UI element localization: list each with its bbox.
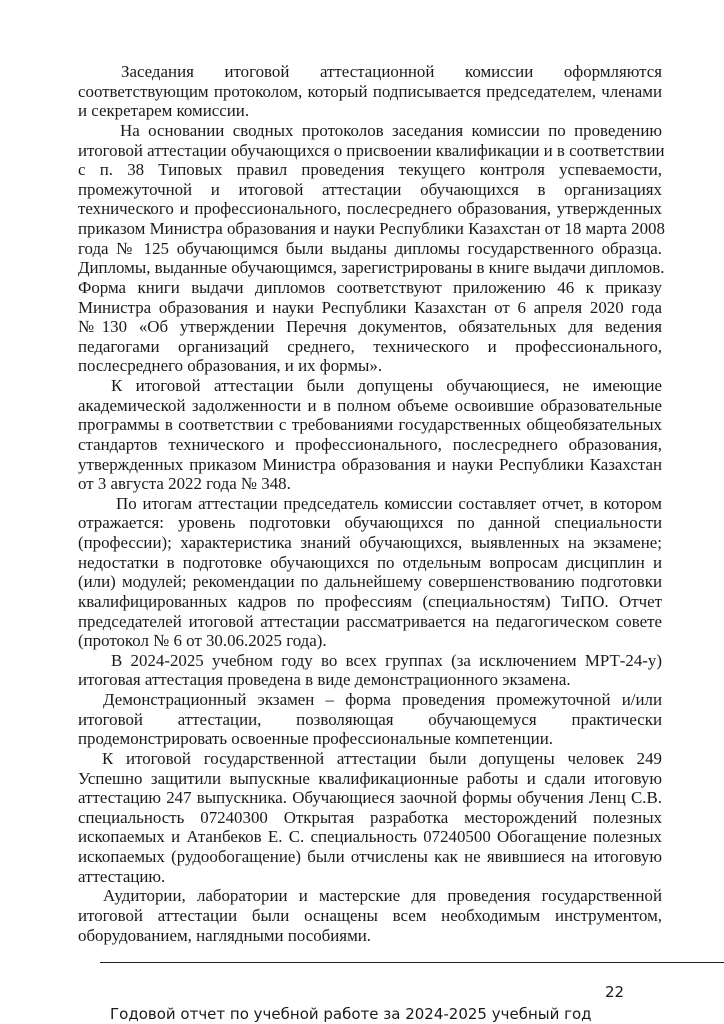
text-line: Успешно защитили выпускные квалификационные работы и сдали итоговую xyxy=(78,768,662,788)
text-line: итоговая аттестация проведена в виде демонстрационного экзамена. xyxy=(78,670,571,690)
text-line: №130 «Об утверждении Перечня документов, обязательных для ведения xyxy=(78,317,662,337)
paragraph xyxy=(78,651,662,690)
text-line: Дипломы, выданные обучающимся, зарегистрированы в книге выдачи дипломов. xyxy=(78,258,665,278)
text-line: соответствующим протоколом, который подписывается председателем, членами xyxy=(78,81,662,101)
paragraph xyxy=(78,690,662,749)
text-line: (или) модулей; рекомендации по дальнейшему совершенствованию подготовки xyxy=(78,572,662,592)
text-line: и секретарем комиссии. xyxy=(78,101,250,121)
paragraph xyxy=(78,494,662,651)
text-line: В 2024-2025 учебном году во всех группах (за исключением МРТ-24-у) xyxy=(111,650,662,670)
text-line: Заседания итоговой аттестационной комиссии оформляются xyxy=(121,62,662,81)
text-line: педагогами организаций среднего, технического и профессионального, xyxy=(78,336,662,356)
text-line: послесреднего образования, и их формы». xyxy=(78,356,383,376)
paragraph xyxy=(78,886,662,945)
text-line: специальность 07240300 Открытая разработка месторождений полезных xyxy=(78,807,662,827)
text-line: (протокол № 6 от 30.06.2025 года). xyxy=(78,631,327,651)
text-line: технического и профессионального, послесреднего образования, утвержденных xyxy=(78,199,662,219)
text-line: К итоговой аттестации были допущены обучающиеся, не имеющие xyxy=(111,376,662,395)
text-line: ископаемых и Атанбеков Е. С. специальность 07240500 Обогащение полезных xyxy=(78,827,662,847)
paragraph xyxy=(78,749,662,886)
footer-divider xyxy=(100,962,724,963)
document-body xyxy=(78,62,665,945)
text-line: Министра образования и науки Республики Казахстан от 6 апреля 2020 года xyxy=(78,297,662,317)
text-line: (профессии); характеристика знаний обучающихся, выявленных на экзамене; xyxy=(78,533,662,552)
text-line: Демонстрационный экзамен – форма проведения промежуточной и/или xyxy=(103,690,662,709)
page-number: 22 xyxy=(605,983,625,1001)
text-line: года № 125 обучающимся были выданы дипломы государственного образца. xyxy=(78,238,662,258)
text-line: стандартов технического и профессионального, послесреднего образования, xyxy=(78,434,662,454)
text-line: К итоговой государственной аттестации были допущены человек 249 xyxy=(102,748,662,768)
text-line: академической задолженности и в полном объеме освоившие образовательные xyxy=(78,395,662,415)
text-line: приказом Министра образования и науки Республики Казахстан от 18 марта 2008 xyxy=(78,219,665,238)
text-line: отражается: уровень подготовки обучающихся по данной специальности xyxy=(78,513,662,533)
text-line: На основании сводных протоколов заседания комиссии по проведению xyxy=(120,120,662,140)
text-line: продемонстрировать освоенные профессиональные компетенции. xyxy=(78,729,553,749)
text-line: аттестацию. xyxy=(78,866,166,886)
text-line: оборудованием, наглядными пособиями. xyxy=(78,925,372,945)
text-line: программы в соответствии с требованиями государственных общеобязательных xyxy=(78,415,662,435)
paragraph xyxy=(78,120,665,376)
text-line: аттестацию 247 выпускника. Обучающиеся заочной формы обучения Ленц С.В. xyxy=(78,788,662,808)
text-line: от 3 августа 2022 года № 348. xyxy=(78,474,291,494)
text-line: По итогам аттестации председатель комиссии составляет отчет, в котором xyxy=(116,493,662,513)
text-line: недостатки в подготовке обучающихся по отдельным вопросам дисциплин и xyxy=(78,552,662,572)
text-line: председателей итоговой аттестации рассматривается на педагогическом совете xyxy=(78,611,662,631)
text-line: итоговой аттестации, позволяющая обучающемуся практически xyxy=(78,709,662,729)
text-line: итоговой аттестации были оснащены всем необходимым инструментом, xyxy=(78,905,662,925)
text-line: промежуточной и итоговой аттестации обучающихся в организациях xyxy=(78,179,662,199)
text-line: Форма книги выдачи дипломов соответствуют приложению 46 к приказу xyxy=(78,277,662,297)
paragraph xyxy=(78,376,662,494)
footer-title: Годовой отчет по учебной работе за 2024-2025 учебный год xyxy=(110,1005,592,1023)
text-line: Аудитории, лаборатории и мастерские для проведения государственной xyxy=(103,886,662,906)
text-line: утвержденных приказом Министра образования и науки Республики Казахстан xyxy=(78,454,662,474)
paragraph xyxy=(78,62,662,121)
text-line: ископаемых (рудообогащение) были отчислены как не явившиеся на итоговую xyxy=(78,847,662,866)
text-line: квалифицированных кадров по профессиям (специальностям) ТиПО. Отчет xyxy=(78,591,662,611)
text-line: итоговой аттестации обучающихся о присвоении квалификации и в соответствии xyxy=(78,140,665,160)
text-line: с п. 38 Типовых правил проведения текущего контроля успеваемости, xyxy=(78,160,662,180)
